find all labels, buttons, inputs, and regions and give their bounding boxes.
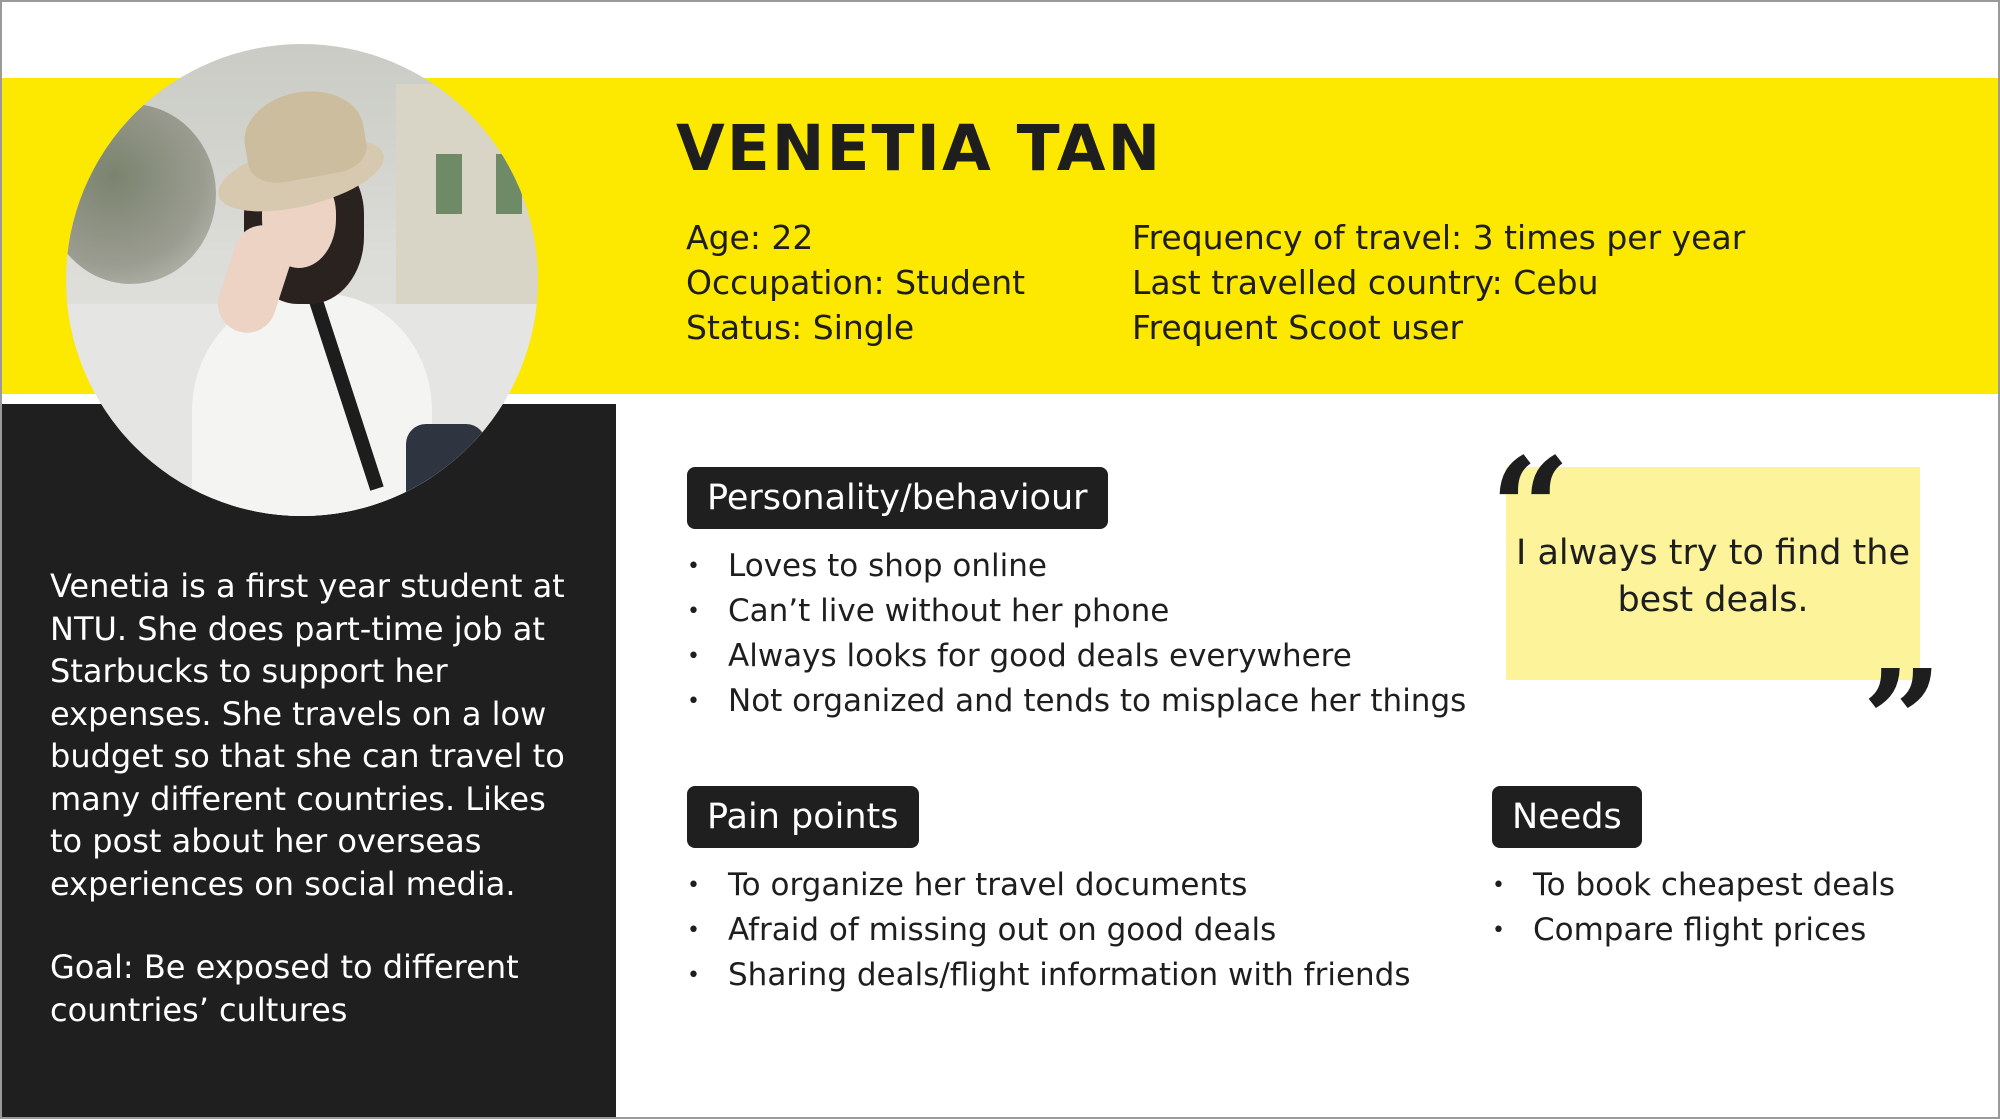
list-item: • Not organized and tends to misplace her things [687, 679, 1466, 724]
list-item: • Can’t live without her phone [687, 589, 1466, 634]
needs-heading: Needs [1492, 786, 1642, 848]
stat-occupation: Occupation: Student [686, 263, 1026, 302]
persona-shirt [192, 294, 432, 516]
personality-heading: Personality/behaviour [687, 467, 1108, 529]
stat-status: Status: Single [686, 308, 915, 347]
close-quote-icon: ” [1862, 640, 1943, 804]
quote-text: I always try to find the best deals. [1516, 533, 1910, 620]
stat-last-country: Last travelled country: Cebu [1132, 263, 1599, 302]
pain-points-list [687, 863, 1411, 998]
stat-travel-frequency: Frequency of travel: 3 times per year [1132, 218, 1746, 257]
avatar-photo [66, 44, 538, 516]
list-item: • To organize her travel documents [687, 863, 1411, 908]
bio-text: Venetia is a first year student at NTU. She does part-time job at Starbucks to support her expenses. She travels on a low budget so that she can travel to many different countries. Likes to post about her overseas experiences on social media. [50, 567, 565, 903]
list-item: • Afraid of missing out on good deals [687, 908, 1411, 953]
stat-age: Age: 22 [686, 218, 814, 257]
list-item: • Sharing deals/flight information with friends [687, 953, 1411, 998]
background-building [396, 84, 538, 324]
open-quote-icon: “ [1490, 428, 1571, 592]
pain-points-heading: Pain points [687, 786, 919, 848]
list-item: • Loves to shop online [687, 544, 1466, 589]
personality-list [687, 544, 1466, 724]
background-trees [66, 104, 216, 284]
backpack [406, 424, 486, 516]
bio-goal: Goal: Be exposed to different countries’ cultures [50, 948, 519, 1029]
needs-list [1492, 863, 1895, 953]
stat-scoot-user: Frequent Scoot user [1132, 308, 1464, 347]
list-item: • Always looks for good deals everywhere [687, 634, 1466, 679]
list-item: • To book cheapest deals [1492, 863, 1895, 908]
persona-name: VENETIA TAN [676, 112, 1163, 185]
list-item: • Compare flight prices [1492, 908, 1895, 953]
